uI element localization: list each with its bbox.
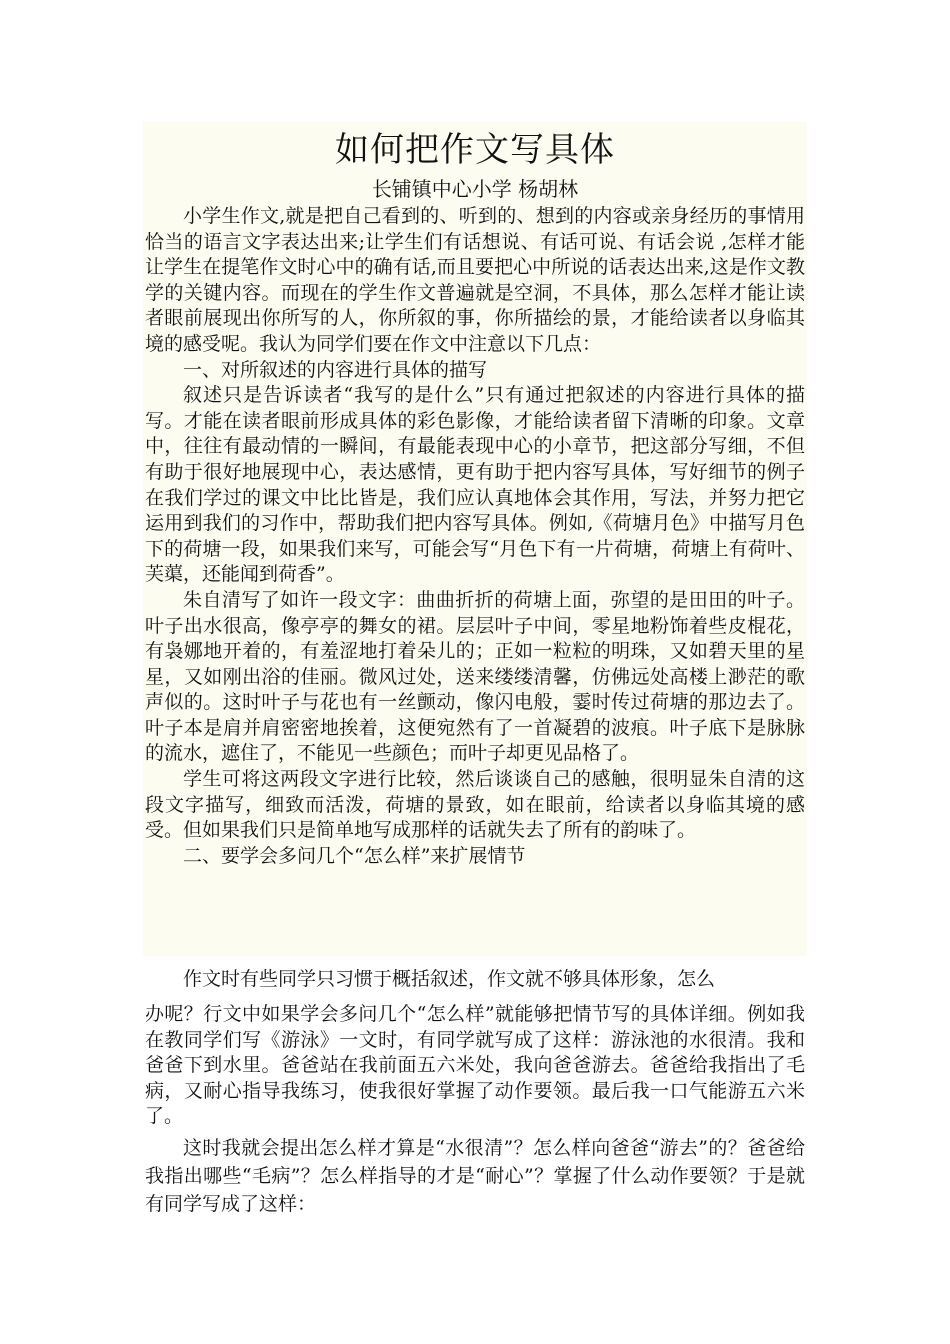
paragraph-compare: 学生可将这两段文字进行比较，然后谈谈自己的感触，很明显朱自清的这段文字描写，细致而活泼，荷塘的景致，如在眼前，给读者以身临其境的感受。但如果我们只是简单地写成那样的话就失去了所有的韵味了。 — [145, 768, 805, 842]
paragraph-swim-start: 作文时有些同学只习惯于概括叙述，作文就不够具体形象，怎么 — [183, 968, 716, 990]
article-body-upper — [145, 204, 805, 869]
paragraph-zhu-ziqing: 朱自清写了如许一段文字：曲曲折折的荷塘上面，弥望的是田田的叶子。叶子出水很高，像亭亭的舞女的裙。层层叶子中间，零星地粉饰着些皮棍花，有袅娜地开着的，有羞涩地打着朵儿的；正如一粒粒的明珠，又如碧天里的星星，又如刚出浴的佳丽。微风过处，送来缕缕清馨，仿佛远处高楼上渺茫的歌声似的。这时叶子与花也有一丝颤动，像闪电般，霎时传过荷塘的那边去了。叶子本是肩并肩密密地挨着，这便宛然有了一首凝碧的波痕。叶子底下是脉脉的流水，遮住了，不能见一些颜色；而叶子却更见品格了。 — [145, 588, 805, 765]
paragraph-line-first — [145, 964, 805, 994]
paragraph-questions: 这时我就会提出怎么样才算是“水很清”？怎么样向爸爸“游去”的？爸爸给我指出哪些“毛病”？怎么样指导的才是“耐心”？掌握了什么动作要领？于是就有同学写成了这样： — [145, 1137, 805, 1215]
paragraph-intro: 小学生作文,就是把自己看到的、听到的、想到的内容或亲身经历的事情用恰当的语言文字表达出来;让学生们有话想说、有话可说、有话会说 ,怎样才能让学生在提笔作文时心中的确有话,而且要把心中所说的话表达出来,这是作文教学的关键内容。而现在的学生作文普遍就是空洞，不具体，那么怎样才能让读者眼前展现出你所写的人，你所叙的事，你所描绘的景，才能给读者以身临其境的感受呢。我认为同学们要在作文中注意以下几点： — [145, 205, 805, 355]
article-title: 如何把作文写具体 — [335, 130, 615, 170]
section-heading-1: 一、对所叙述的内容进行具体的描写 — [183, 358, 488, 381]
article-author: 长铺镇中心小学 杨胡林 — [371, 177, 579, 201]
section-heading-2: 二、要学会多问几个“怎么样”来扩展情节 — [183, 844, 526, 867]
paragraph-describe: 叙述只是告诉读者“我写的是什么”只有通过把叙述的内容进行具体的描写。才能在读者眼前形成具体的彩色影像，才能给读者留下清晰的印象。文章中，往往有最动情的一瞬间，有最能表现中心的小章节，把这部分写细，不但有助于很好地展现中心，表达感情，更有助于把内容写具体，写好细节的例子在我们学过的课文中比比皆是，我们应认真地体会其作用，写法，并努力把它运用到我们的习作中，帮助我们把内容写具体。例如,《荷塘月色》中描写月色下的荷塘一段，如果我们来写，可能会写“月色下有一片荷塘，荷塘上有荷叶、芙蕖，还能闻到荷香”。 — [145, 384, 805, 586]
paragraph-swim-rest — [145, 1002, 805, 1130]
paragraph-questions-block — [145, 1134, 805, 1218]
paragraph-swim-body: 办呢？行文中如果学会多问几个“怎么样”就能够把情节写的具体详细。例如我在教同学们写《游泳》一文时，有同学就写成了这样：游泳池的水很清。我和爸爸下到水里。爸爸站在我前面五六米处，我向爸爸游去。爸爸给我指出了毛病，又耐心指导我练习，使我很好掌握了动作要领。最后我一口气能游五六米了。 — [145, 1003, 805, 1128]
